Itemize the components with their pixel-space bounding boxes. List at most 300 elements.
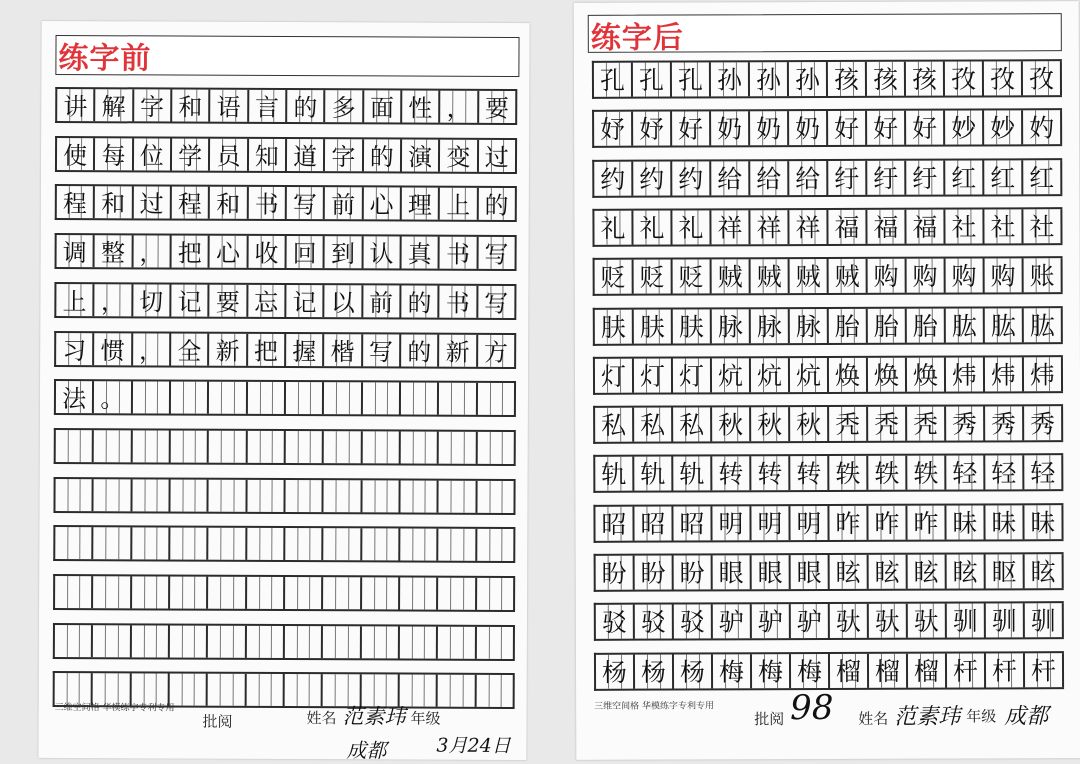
grid-character: 灯 xyxy=(595,357,632,393)
grid-cell xyxy=(95,138,133,170)
grid-character: 贼 xyxy=(712,258,749,294)
before-title-box xyxy=(55,35,519,77)
grid-cell xyxy=(713,605,752,639)
grid-character: 礼 xyxy=(594,209,631,245)
grid-cell xyxy=(829,456,868,490)
grid-cell xyxy=(440,285,478,317)
grid-character: 胎 xyxy=(907,306,944,342)
grid-cell xyxy=(479,140,517,172)
grid-cell xyxy=(634,358,673,392)
grid-cell xyxy=(750,210,789,244)
grid-character: 肱 xyxy=(1024,306,1061,342)
grid-character: 福 xyxy=(906,208,943,244)
grid-cell xyxy=(438,626,476,658)
grid-cell xyxy=(132,576,170,608)
grid-character: 写 xyxy=(478,283,514,318)
grid-cell xyxy=(946,308,985,342)
grid-character: 奶 xyxy=(711,110,748,146)
grid-character: 给 xyxy=(711,159,748,195)
grid-character: 好 xyxy=(906,109,943,145)
grid-cell xyxy=(1023,61,1062,95)
grid-character: 明 xyxy=(751,504,788,540)
grid-character: 脉 xyxy=(751,307,788,343)
grid-cell xyxy=(286,431,324,463)
grid-character: 购 xyxy=(868,257,905,293)
grid-character: 忘 xyxy=(248,282,284,317)
grid-cell xyxy=(401,285,439,317)
grid-cell xyxy=(907,505,946,539)
grid-cell xyxy=(791,604,830,638)
grid-character: 轻 xyxy=(985,454,1022,490)
grid-character: 秀 xyxy=(1024,405,1061,441)
grid-character: 昧 xyxy=(985,503,1022,539)
grid-character: 孔 xyxy=(633,61,670,97)
grid-cell xyxy=(907,407,946,441)
grid-cell xyxy=(947,604,986,638)
grid-cell xyxy=(246,626,284,658)
grid-character: 贬 xyxy=(634,258,671,294)
grid-character: 购 xyxy=(907,257,944,293)
grid-cell xyxy=(828,62,867,96)
grid-cell xyxy=(323,626,361,658)
grid-cell xyxy=(285,528,323,560)
grid-cell xyxy=(133,382,171,414)
grid-cell xyxy=(595,457,634,491)
grid-cell xyxy=(751,358,790,392)
grid-cell xyxy=(674,555,713,589)
grid-character: 秋 xyxy=(790,405,827,441)
grid-character: 前 xyxy=(325,185,361,220)
grid-cell xyxy=(712,457,751,491)
before-review-label: 批阅 xyxy=(203,711,233,732)
grid-character: 福 xyxy=(867,208,904,244)
grid-cell xyxy=(246,674,284,706)
grid-character: 孙 xyxy=(750,60,787,96)
grid-cell xyxy=(595,358,634,392)
grid-cell xyxy=(133,187,171,219)
grid-row xyxy=(55,233,517,271)
grid-character: 奶 xyxy=(789,110,826,146)
grid-row xyxy=(53,574,515,612)
grid-cell xyxy=(672,62,711,96)
grid-character: 轻 xyxy=(946,454,983,490)
grid-cell xyxy=(868,308,907,342)
grid-cell xyxy=(867,62,906,96)
grid-cell xyxy=(438,578,476,610)
grid-cell xyxy=(907,456,946,490)
grid-cell xyxy=(984,61,1023,95)
grid-cell xyxy=(907,357,946,391)
grid-cell xyxy=(985,259,1024,293)
grid-character: 红 xyxy=(984,158,1021,194)
grid-cell xyxy=(287,236,325,268)
grid-cell xyxy=(712,358,751,392)
grid-character: 新 xyxy=(439,332,475,367)
grid-row xyxy=(592,207,1062,247)
grid-row xyxy=(54,330,516,368)
grid-cell xyxy=(172,236,210,268)
grid-row xyxy=(54,379,516,417)
grid-character: 给 xyxy=(789,159,826,195)
grid-character: 昭 xyxy=(673,504,710,540)
grid-character: 驳 xyxy=(635,603,672,639)
grid-character: ， xyxy=(440,88,476,123)
grid-cell xyxy=(287,187,325,219)
grid-character: 灯 xyxy=(634,357,671,393)
grid-character: 心 xyxy=(210,234,246,269)
grid-character: 妁 xyxy=(1023,109,1060,145)
grid-cell xyxy=(790,308,829,342)
before-title: 练字前 xyxy=(58,33,151,77)
grid-character: 妙 xyxy=(984,109,1021,145)
grid-cell xyxy=(476,627,514,659)
grid-character: 孜 xyxy=(1023,59,1060,95)
grid-cell xyxy=(790,506,829,540)
grid-character: 书 xyxy=(248,185,284,220)
grid-cell xyxy=(249,139,287,171)
grid-character: 胎 xyxy=(868,307,905,343)
grid-cell xyxy=(869,555,908,589)
grid-character: 和 xyxy=(172,87,208,122)
grid-cell xyxy=(402,188,440,220)
before-name-value: 范素玮 xyxy=(343,700,406,730)
after-review-label: 批阅 xyxy=(754,708,784,729)
grid-character: 杨 xyxy=(674,652,711,688)
grid-cell xyxy=(325,188,363,220)
grid-cell xyxy=(946,407,985,441)
grid-character: 约 xyxy=(594,160,631,196)
grid-character: 位 xyxy=(134,136,170,171)
grid-cell xyxy=(285,577,323,609)
grid-cell xyxy=(478,286,516,318)
grid-cell xyxy=(478,334,516,366)
grid-cell xyxy=(830,555,869,589)
grid-row xyxy=(53,525,515,563)
grid-character: 纡 xyxy=(906,158,943,194)
grid-character: 字 xyxy=(325,137,361,172)
grid-cell xyxy=(94,333,132,365)
grid-cell xyxy=(248,187,286,219)
grid-cell xyxy=(672,161,711,195)
grid-character: 眩 xyxy=(830,553,867,589)
grid-character: 方 xyxy=(478,332,514,367)
grid-row xyxy=(593,306,1063,346)
grid-character: 道 xyxy=(287,136,323,171)
grid-cell xyxy=(829,506,868,540)
grid-character: 书 xyxy=(440,235,476,270)
grid-cell xyxy=(438,675,476,707)
grid-character: 肤 xyxy=(595,307,632,343)
grid-cell xyxy=(440,237,478,269)
grid-cell xyxy=(325,90,363,122)
grid-cell xyxy=(828,111,867,145)
grid-character: 驳 xyxy=(674,603,711,639)
grid-cell xyxy=(95,187,133,219)
grid-character: 贬 xyxy=(595,258,632,294)
grid-character: 孩 xyxy=(867,60,904,96)
grid-cell xyxy=(93,625,131,657)
grid-cell xyxy=(362,480,400,512)
grid-character: 眍 xyxy=(986,553,1023,589)
grid-character: 驳 xyxy=(596,603,633,639)
grid-cell xyxy=(247,528,285,560)
grid-cell xyxy=(363,236,401,268)
grid-cell xyxy=(906,111,945,145)
grid-cell xyxy=(906,209,945,243)
grid-cell xyxy=(170,528,208,560)
grid-character: 秀 xyxy=(946,405,983,441)
grid-character: ， xyxy=(133,233,169,268)
grid-cell xyxy=(1023,209,1062,243)
grid-cell xyxy=(868,358,907,392)
grid-character: 昭 xyxy=(595,505,632,541)
grid-row xyxy=(593,454,1063,494)
grid-character: 。 xyxy=(94,379,130,414)
grid-character: 炕 xyxy=(712,356,749,392)
grid-cell xyxy=(1025,653,1064,687)
grid-cell xyxy=(986,604,1025,638)
grid-character: 整 xyxy=(95,233,131,268)
grid-cell xyxy=(906,160,945,194)
grid-cell xyxy=(247,577,285,609)
grid-character: 驯 xyxy=(986,602,1023,638)
grid-character: 焕 xyxy=(829,356,866,392)
grid-cell xyxy=(750,161,789,195)
grid-cell xyxy=(209,382,247,414)
grid-character: 多 xyxy=(325,88,361,123)
grid-cell xyxy=(134,138,172,170)
grid-cell xyxy=(364,139,402,171)
grid-cell xyxy=(131,625,169,657)
grid-cell xyxy=(439,334,477,366)
grid-character: 秋 xyxy=(712,406,749,442)
grid-cell xyxy=(908,555,947,589)
grid-cell xyxy=(711,210,750,244)
grid-cell xyxy=(362,577,400,609)
grid-character: 语 xyxy=(210,87,246,122)
grid-cell xyxy=(55,576,93,608)
grid-cell xyxy=(791,555,830,589)
grid-cell xyxy=(984,111,1023,145)
grid-cell xyxy=(96,89,134,121)
grid-cell xyxy=(673,309,712,343)
grid-cell xyxy=(56,284,94,316)
grid-cell xyxy=(440,139,478,171)
grid-character: 明 xyxy=(790,504,827,540)
grid-character: 给 xyxy=(750,159,787,195)
grid-cell xyxy=(132,528,170,560)
grid-cell xyxy=(751,259,790,293)
grid-cell xyxy=(208,577,246,609)
grid-character: 字 xyxy=(134,87,170,122)
grid-cell xyxy=(984,160,1023,194)
grid-cell xyxy=(363,383,401,415)
grid-cell xyxy=(171,333,209,365)
grid-cell xyxy=(673,260,712,294)
grid-cell xyxy=(946,505,985,539)
grid-cell xyxy=(635,556,674,590)
grid-cell xyxy=(947,653,986,687)
after-practice-sheet xyxy=(574,1,1080,760)
grid-cell xyxy=(400,578,438,610)
grid-character: 要 xyxy=(479,89,515,124)
grid-row xyxy=(54,428,516,466)
grid-cell xyxy=(789,161,828,195)
grid-character: 新 xyxy=(209,331,245,366)
grid-cell xyxy=(946,456,985,490)
grid-character: 眩 xyxy=(947,553,984,589)
grid-cell xyxy=(479,91,517,123)
grid-cell xyxy=(752,555,791,589)
grid-cell xyxy=(633,63,672,97)
grid-character: 楷 xyxy=(324,331,360,366)
grid-cell xyxy=(170,577,208,609)
before-name-label: 姓名 xyxy=(307,707,337,728)
grid-cell xyxy=(945,61,984,95)
grid-cell xyxy=(752,604,791,638)
grid-character: 的 xyxy=(287,88,323,123)
grid-cell xyxy=(402,139,440,171)
grid-cell xyxy=(55,479,93,511)
grid-cell xyxy=(56,381,94,413)
grid-cell xyxy=(477,480,515,512)
grid-cell xyxy=(635,605,674,639)
grid-cell xyxy=(947,554,986,588)
grid-character: 私 xyxy=(595,406,632,442)
grid-character: 要 xyxy=(210,282,246,317)
grid-cell xyxy=(712,309,751,343)
grid-character: 回 xyxy=(286,234,322,269)
grid-cell xyxy=(287,139,325,171)
grid-cell xyxy=(595,260,634,294)
grid-character: 驴 xyxy=(713,603,750,639)
before-date: 3月24日 xyxy=(436,731,510,758)
grid-character: 贼 xyxy=(790,257,827,293)
grid-character: 真 xyxy=(401,234,437,269)
grid-cell xyxy=(323,577,361,609)
grid-cell xyxy=(594,161,633,195)
after-title-box xyxy=(588,13,1062,53)
grid-character: 过 xyxy=(133,185,169,220)
grid-cell xyxy=(672,210,711,244)
grid-cell xyxy=(132,479,170,511)
grid-cell xyxy=(830,604,869,638)
grid-cell xyxy=(945,209,984,243)
grid-row xyxy=(55,87,517,125)
grid-character: 杆 xyxy=(1025,651,1062,687)
grid-cell xyxy=(791,654,830,688)
grid-cell xyxy=(790,358,829,392)
grid-character: 礼 xyxy=(672,209,709,245)
after-title: 练字后 xyxy=(591,12,684,56)
grid-character: 纡 xyxy=(867,159,904,195)
grid-cell xyxy=(596,605,635,639)
grid-character: ， xyxy=(95,282,131,317)
grid-cell xyxy=(986,653,1025,687)
grid-character: 榴 xyxy=(830,652,867,688)
grid-cell xyxy=(1024,505,1063,539)
grid-character: 眼 xyxy=(791,553,828,589)
grid-cell xyxy=(672,112,711,146)
grid-character: 惯 xyxy=(94,330,130,365)
grid-character: 记 xyxy=(286,283,322,318)
grid-character: 前 xyxy=(363,283,399,318)
grid-character: 秃 xyxy=(868,405,905,441)
grid-character: 驯 xyxy=(1025,602,1062,638)
grid-cell xyxy=(712,259,751,293)
grid-cell xyxy=(867,210,906,244)
grid-character: 把 xyxy=(172,233,208,268)
grid-row xyxy=(592,108,1062,148)
grid-cell xyxy=(751,457,790,491)
grid-cell xyxy=(248,285,286,317)
grid-row xyxy=(53,623,515,661)
grid-character: 好 xyxy=(672,110,709,146)
grid-cell xyxy=(634,408,673,442)
grid-character: 轶 xyxy=(868,454,905,490)
grid-character: 纡 xyxy=(828,159,865,195)
grid-cell xyxy=(249,90,287,122)
grid-cell xyxy=(867,160,906,194)
grid-row xyxy=(55,136,517,174)
grid-cell xyxy=(134,89,172,121)
grid-cell xyxy=(633,112,672,146)
grid-row xyxy=(593,355,1063,395)
grid-character: 习 xyxy=(56,330,92,365)
grid-character: 以 xyxy=(325,283,361,318)
grid-cell xyxy=(439,529,477,561)
grid-character: 员 xyxy=(210,136,246,171)
grid-character: 眩 xyxy=(1025,552,1062,588)
grid-character: 秃 xyxy=(907,405,944,441)
grid-cell xyxy=(95,235,133,267)
grid-cell xyxy=(439,432,477,464)
grid-cell xyxy=(711,62,750,96)
grid-cell xyxy=(94,381,132,413)
grid-cell xyxy=(172,90,210,122)
grid-character: 秀 xyxy=(985,405,1022,441)
grid-character: 演 xyxy=(402,137,438,172)
grid-character: 转 xyxy=(790,455,827,491)
grid-cell xyxy=(55,527,93,559)
grid-cell xyxy=(828,160,867,194)
grid-character: 认 xyxy=(363,234,399,269)
grid-cell xyxy=(325,285,363,317)
grid-character: 炜 xyxy=(1024,355,1061,391)
grid-cell xyxy=(400,626,438,658)
grid-cell xyxy=(1024,258,1063,292)
grid-character: 记 xyxy=(171,282,207,317)
grid-cell xyxy=(248,333,286,365)
grid-cell xyxy=(478,383,516,415)
grid-cell xyxy=(363,334,401,366)
grid-cell xyxy=(170,674,208,706)
grid-cell xyxy=(286,285,324,317)
grid-character: 祥 xyxy=(711,208,748,244)
grid-character: 杆 xyxy=(947,651,984,687)
grid-cell xyxy=(789,210,828,244)
grid-cell xyxy=(750,111,789,145)
grid-character: 言 xyxy=(249,88,285,123)
grid-cell xyxy=(363,188,401,220)
grid-cell xyxy=(363,285,401,317)
grid-cell xyxy=(285,480,323,512)
grid-character: 昨 xyxy=(868,504,905,540)
before-city: 成都 xyxy=(346,734,386,763)
grid-character: 梅 xyxy=(713,652,750,688)
grid-cell xyxy=(57,138,95,170)
grid-cell xyxy=(208,625,246,657)
